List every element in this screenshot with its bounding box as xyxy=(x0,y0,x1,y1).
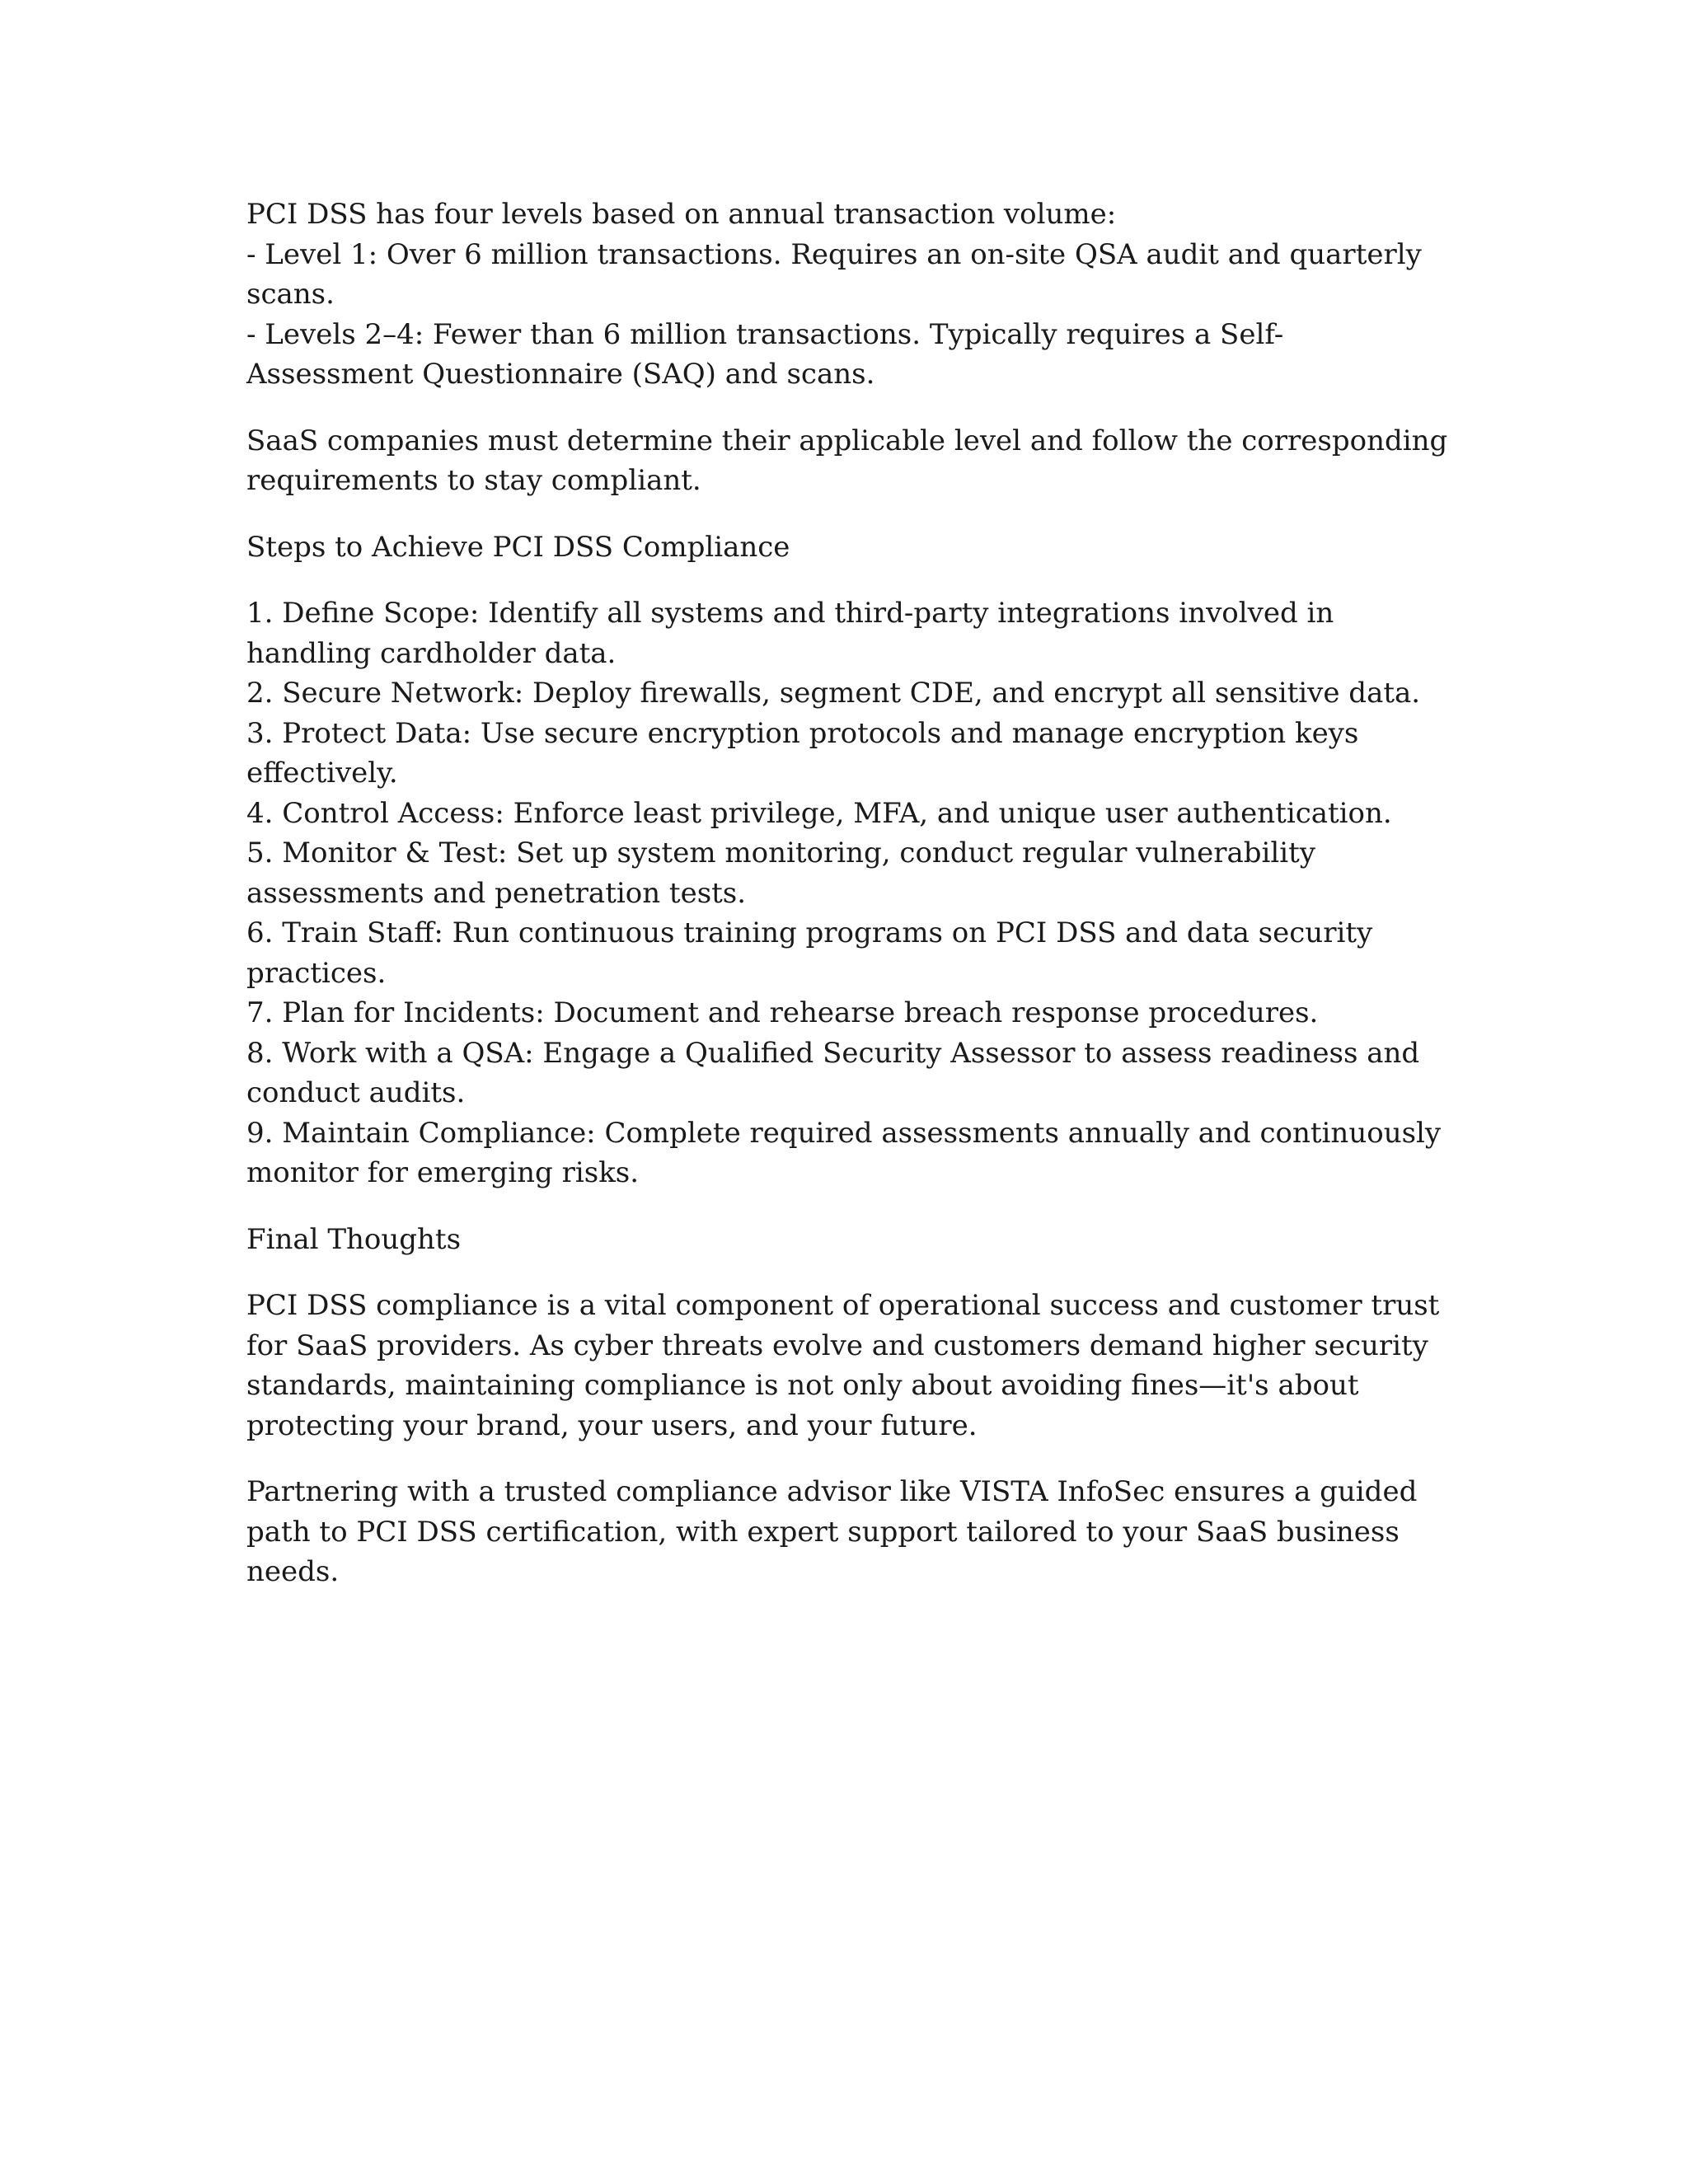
levels-paragraph xyxy=(246,194,1450,395)
step-item: 8. Work with a QSA: Engage a Qualified Security Assessor to assess readiness and conduct audits. xyxy=(246,1036,1428,1109)
saas-paragraph: SaaS companies must determine their applicable level and follow the corresponding requirements to stay compliant. xyxy=(246,424,1448,497)
step-item: 4. Control Access: Enforce least privilege, MFA, and unique user authentication. xyxy=(246,796,1392,830)
steps-list xyxy=(246,593,1450,1193)
step-item: 2. Secure Network: Deploy firewalls, segment CDE, and encrypt all sensitive data. xyxy=(246,677,1421,710)
step-item: 6. Train Staff: Run continuous training programs on PCI DSS and data security practices. xyxy=(246,916,1382,990)
level-1-line: - Level 1: Over 6 million transactions. Requires an on-site QSA audit and quarterly scans. xyxy=(246,237,1431,311)
steps-heading: Steps to Achieve PCI DSS Compliance xyxy=(246,530,790,564)
document-page xyxy=(246,194,1450,1619)
step-item: 7. Plan for Incidents: Document and rehearse breach response procedures. xyxy=(246,996,1319,1029)
final-paragraph-2: Partnering with a trusted compliance advisor like VISTA InfoSec ensures a guided path to PCI DSS certification, with expert support tailored to your SaaS business needs. xyxy=(246,1475,1418,1588)
step-item: 1. Define Scope: Identify all systems and third-party integrations involved in handling cardholder data. xyxy=(246,597,1343,670)
step-item: 3. Protect Data: Use secure encryption protocols and manage encryption keys effectively. xyxy=(246,716,1368,790)
levels-2-4-line: - Levels 2–4: Fewer than 6 million transactions. Typically requires a Self-Assessment Questionnaire (SAQ) and scans. xyxy=(246,317,1284,391)
final-thoughts-heading: Final Thoughts xyxy=(246,1222,462,1256)
levels-intro-line: PCI DSS has four levels based on annual transaction volume: xyxy=(246,198,1117,231)
step-item: 9. Maintain Compliance: Complete required assessments annually and continuously monitor for emerging risks. xyxy=(246,1116,1450,1189)
final-paragraph-1: PCI DSS compliance is a vital component of operational success and customer trust for SaaS providers. As cyber threats evolve and customers demand higher security standards, maintaining compliance is not only about avoiding fines—it's about protecting your brand, your users, and your future. xyxy=(246,1289,1440,1442)
step-item: 5. Monitor & Test: Set up system monitoring, conduct regular vulnerability assessments and penetration tests. xyxy=(246,837,1325,910)
